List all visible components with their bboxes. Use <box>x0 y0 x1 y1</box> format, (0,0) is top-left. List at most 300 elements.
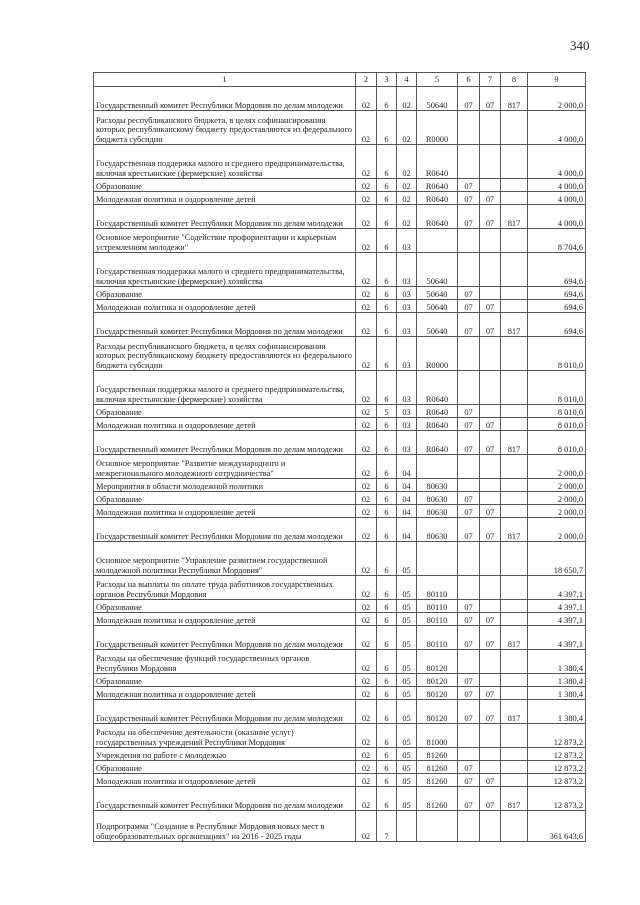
code-section: 07 <box>458 761 480 774</box>
page-number: 340 <box>570 38 590 53</box>
row-description: Образование <box>94 600 356 613</box>
code-direction: 80110 <box>417 626 458 650</box>
row-description: Государственный комитет Республики Мордовия по делам молодежи <box>94 626 356 650</box>
code-program: 02 <box>356 192 377 205</box>
code-program: 02 <box>356 700 377 724</box>
code-subsection <box>480 405 501 418</box>
code-ministry <box>501 145 528 179</box>
code-event: 05 <box>397 674 417 687</box>
code-subsection <box>480 479 501 492</box>
amount-value: 12 873,2 <box>528 761 586 774</box>
code-event: 03 <box>397 253 417 287</box>
amount-value: 361 643,6 <box>528 811 586 842</box>
code-direction: R0640 <box>417 192 458 205</box>
row-description: Расходы республиканского бюджета, в целях софинансирования которых республиканскому бюджету предоставляются из федерального бюджета субсидии <box>94 111 356 145</box>
row-description: Расходы республиканского бюджета, в целях софинансирования которых республиканскому бюджету предоставляются из федерального бюджета субсидии <box>94 337 356 371</box>
code-direction: 81000 <box>417 724 458 748</box>
column-header: 8 <box>501 73 528 87</box>
code-ministry <box>501 300 528 313</box>
code-subsection <box>480 761 501 774</box>
table-row <box>94 455 586 479</box>
table-row <box>94 192 586 205</box>
code-subsection <box>480 674 501 687</box>
code-subprogram: 6 <box>377 111 397 145</box>
row-description: Государственный комитет Республики Мордовия по делам молодежи <box>94 700 356 724</box>
code-section <box>458 371 480 405</box>
code-subprogram: 6 <box>377 600 397 613</box>
code-ministry <box>501 479 528 492</box>
code-direction: R0640 <box>417 371 458 405</box>
table-row <box>94 748 586 761</box>
table-row <box>94 253 586 287</box>
amount-value: 12 873,2 <box>528 774 586 787</box>
code-program: 02 <box>356 337 377 371</box>
amount-value: 4 000,0 <box>528 145 586 179</box>
code-subprogram: 6 <box>377 145 397 179</box>
table-row <box>94 787 586 811</box>
code-subprogram: 6 <box>377 774 397 787</box>
code-section: 07 <box>458 205 480 229</box>
table-row <box>94 600 586 613</box>
code-subsection: 07 <box>480 774 501 787</box>
row-description: Государственный комитет Республики Мордовия по делам молодежи <box>94 431 356 455</box>
amount-value: 4 000,0 <box>528 205 586 229</box>
table-row <box>94 613 586 626</box>
code-subprogram: 6 <box>377 505 397 518</box>
code-subprogram: 6 <box>377 287 397 300</box>
code-ministry <box>501 179 528 192</box>
code-subsection: 07 <box>480 787 501 811</box>
amount-value: 1 380,4 <box>528 674 586 687</box>
code-program: 02 <box>356 431 377 455</box>
code-direction: 50640 <box>417 300 458 313</box>
code-ministry <box>501 748 528 761</box>
amount-value: 2 000,0 <box>528 518 586 542</box>
table-row <box>94 687 586 700</box>
code-section: 07 <box>458 431 480 455</box>
code-ministry <box>501 542 528 576</box>
code-subprogram: 6 <box>377 479 397 492</box>
code-section <box>458 145 480 179</box>
table-row <box>94 542 586 576</box>
code-subprogram: 6 <box>377 492 397 505</box>
code-subprogram: 6 <box>377 613 397 626</box>
code-ministry <box>501 600 528 613</box>
code-subsection: 07 <box>480 613 501 626</box>
code-program: 02 <box>356 626 377 650</box>
row-description: Основное мероприятие "Управление развитием государственной молодежной политики Республики Мордовия" <box>94 542 356 576</box>
table-header-row <box>94 73 586 87</box>
code-event: 05 <box>397 774 417 787</box>
code-subprogram: 6 <box>377 192 397 205</box>
code-section: 07 <box>458 313 480 337</box>
table-row <box>94 700 586 724</box>
code-subprogram: 6 <box>377 787 397 811</box>
code-direction: 81260 <box>417 761 458 774</box>
code-ministry <box>501 192 528 205</box>
table-row <box>94 724 586 748</box>
amount-value: 1 380,4 <box>528 700 586 724</box>
row-description: Расходы на обеспечение деятельности (оказание услуг) государственных учреждений Республики Мордовия <box>94 724 356 748</box>
code-event: 03 <box>397 418 417 431</box>
code-subprogram: 6 <box>377 674 397 687</box>
row-description: Государственная поддержка малого и среднего предпринимательства, включая крестьянские (фермерские) хозяйства <box>94 253 356 287</box>
code-event: 03 <box>397 287 417 300</box>
code-ministry <box>501 774 528 787</box>
code-subprogram: 6 <box>377 576 397 600</box>
amount-value: 2 000,0 <box>528 87 586 111</box>
code-direction: R0640 <box>417 418 458 431</box>
table-row <box>94 650 586 674</box>
code-event: 03 <box>397 300 417 313</box>
code-subsection <box>480 576 501 600</box>
code-event: 03 <box>397 229 417 253</box>
code-subprogram: 6 <box>377 229 397 253</box>
code-subprogram: 6 <box>377 700 397 724</box>
code-subprogram: 6 <box>377 337 397 371</box>
amount-value: 4 397,1 <box>528 600 586 613</box>
code-program: 02 <box>356 505 377 518</box>
amount-value: 694,6 <box>528 287 586 300</box>
code-direction: 80630 <box>417 479 458 492</box>
code-program: 02 <box>356 313 377 337</box>
code-program: 02 <box>356 600 377 613</box>
amount-value: 4 397,1 <box>528 576 586 600</box>
code-ministry: 817 <box>501 87 528 111</box>
code-section: 07 <box>458 179 480 192</box>
code-direction: 80120 <box>417 650 458 674</box>
column-header: 5 <box>417 73 458 87</box>
code-event: 05 <box>397 787 417 811</box>
row-description: Расходы на обеспечение функций государственных органов Республики Мордовия <box>94 650 356 674</box>
code-direction: 80630 <box>417 492 458 505</box>
code-ministry <box>501 287 528 300</box>
code-direction: R0640 <box>417 179 458 192</box>
code-event: 04 <box>397 505 417 518</box>
code-direction: 80110 <box>417 600 458 613</box>
table-row <box>94 87 586 111</box>
table-row <box>94 418 586 431</box>
code-subsection <box>480 724 501 748</box>
code-program: 02 <box>356 748 377 761</box>
row-description: Государственная поддержка малого и среднего предпринимательства, включая крестьянские (фермерские) хозяйства <box>94 371 356 405</box>
code-subprogram: 6 <box>377 455 397 479</box>
table-row <box>94 761 586 774</box>
column-header: 4 <box>397 73 417 87</box>
table-row <box>94 479 586 492</box>
code-program: 02 <box>356 253 377 287</box>
table-row <box>94 300 586 313</box>
column-header: 6 <box>458 73 480 87</box>
row-description: Образование <box>94 492 356 505</box>
code-program: 02 <box>356 87 377 111</box>
code-section: 07 <box>458 505 480 518</box>
code-direction: 80630 <box>417 505 458 518</box>
code-section <box>458 811 480 842</box>
table-row <box>94 229 586 253</box>
code-section <box>458 542 480 576</box>
code-event: 02 <box>397 192 417 205</box>
table-row <box>94 205 586 229</box>
table-row <box>94 405 586 418</box>
code-subprogram: 6 <box>377 418 397 431</box>
code-event: 05 <box>397 761 417 774</box>
code-ministry <box>501 371 528 405</box>
table-row <box>94 774 586 787</box>
code-subsection <box>480 748 501 761</box>
code-ministry: 817 <box>501 626 528 650</box>
column-header: 7 <box>480 73 501 87</box>
code-subsection <box>480 111 501 145</box>
code-ministry <box>501 687 528 700</box>
code-event: 03 <box>397 313 417 337</box>
row-description: Образование <box>94 179 356 192</box>
code-subsection <box>480 371 501 405</box>
code-subprogram: 6 <box>377 687 397 700</box>
amount-value: 8 010,0 <box>528 405 586 418</box>
code-direction: 80630 <box>417 518 458 542</box>
code-subsection: 07 <box>480 518 501 542</box>
code-section: 07 <box>458 300 480 313</box>
code-program: 02 <box>356 761 377 774</box>
code-section: 07 <box>458 687 480 700</box>
amount-value: 2 000,0 <box>528 479 586 492</box>
code-event: 02 <box>397 205 417 229</box>
code-program: 02 <box>356 613 377 626</box>
code-direction: 80120 <box>417 674 458 687</box>
code-subsection <box>480 229 501 253</box>
row-description: Образование <box>94 405 356 418</box>
code-subsection <box>480 455 501 479</box>
code-direction: 80120 <box>417 700 458 724</box>
amount-value: 694,6 <box>528 253 586 287</box>
code-section: 07 <box>458 518 480 542</box>
amount-value: 4 000,0 <box>528 111 586 145</box>
row-description: Основное мероприятие "Развитие международного и межрегионального молодежного сотрудничества" <box>94 455 356 479</box>
row-description: Молодежная политика и оздоровление детей <box>94 687 356 700</box>
code-ministry <box>501 613 528 626</box>
code-program: 02 <box>356 405 377 418</box>
code-ministry: 817 <box>501 205 528 229</box>
code-program: 02 <box>356 371 377 405</box>
amount-value: 2 000,0 <box>528 492 586 505</box>
amount-value: 8 704,6 <box>528 229 586 253</box>
table-row <box>94 111 586 145</box>
code-ministry <box>501 337 528 371</box>
code-program: 02 <box>356 724 377 748</box>
row-description: Молодежная политика и оздоровление детей <box>94 418 356 431</box>
table-row <box>94 505 586 518</box>
code-program: 02 <box>356 542 377 576</box>
code-event: 05 <box>397 626 417 650</box>
code-section: 07 <box>458 287 480 300</box>
code-ministry: 817 <box>501 518 528 542</box>
row-description: Образование <box>94 674 356 687</box>
code-event: 02 <box>397 87 417 111</box>
code-event: 03 <box>397 431 417 455</box>
code-subsection <box>480 253 501 287</box>
amount-value: 4 000,0 <box>528 179 586 192</box>
code-direction: 80110 <box>417 576 458 600</box>
code-direction: 50640 <box>417 313 458 337</box>
code-event: 04 <box>397 479 417 492</box>
code-program: 02 <box>356 418 377 431</box>
code-section: 07 <box>458 418 480 431</box>
code-event: 05 <box>397 687 417 700</box>
amount-value: 8 010,0 <box>528 431 586 455</box>
code-event: 05 <box>397 613 417 626</box>
code-subprogram: 6 <box>377 300 397 313</box>
amount-value: 8 010,0 <box>528 337 586 371</box>
code-subprogram: 6 <box>377 748 397 761</box>
row-description: Молодежная политика и оздоровление детей <box>94 505 356 518</box>
code-ministry <box>501 492 528 505</box>
row-description: Подпрограмма "Создание в Республике Мордовия новых мест в общеобразовательных организациях" на 2016 - 2025 годы <box>94 811 356 842</box>
row-description: Образование <box>94 761 356 774</box>
column-header: 3 <box>377 73 397 87</box>
code-ministry <box>501 650 528 674</box>
amount-value: 2 000,0 <box>528 505 586 518</box>
code-event: 03 <box>397 405 417 418</box>
code-section <box>458 748 480 761</box>
code-ministry: 817 <box>501 431 528 455</box>
amount-value: 694,6 <box>528 300 586 313</box>
code-program: 02 <box>356 229 377 253</box>
amount-value: 12 873,2 <box>528 748 586 761</box>
code-direction <box>417 455 458 479</box>
row-description: Учреждения по работе с молодежью <box>94 748 356 761</box>
amount-value: 4 397,1 <box>528 626 586 650</box>
row-description: Государственная поддержка малого и среднего предпринимательства, включая крестьянские (фермерские) хозяйства <box>94 145 356 179</box>
column-header: 9 <box>528 73 586 87</box>
code-section <box>458 229 480 253</box>
code-ministry <box>501 111 528 145</box>
code-direction: 50640 <box>417 287 458 300</box>
code-direction: R0000 <box>417 337 458 371</box>
row-description: Государственный комитет Республики Мордовия по делам молодежи <box>94 787 356 811</box>
code-section: 07 <box>458 674 480 687</box>
code-subsection <box>480 492 501 505</box>
table-row <box>94 518 586 542</box>
code-subprogram: 7 <box>377 811 397 842</box>
code-subprogram: 6 <box>377 650 397 674</box>
amount-value: 18 650,7 <box>528 542 586 576</box>
code-ministry <box>501 229 528 253</box>
table-row <box>94 145 586 179</box>
code-program: 02 <box>356 479 377 492</box>
code-event: 05 <box>397 542 417 576</box>
code-program: 02 <box>356 455 377 479</box>
code-subsection <box>480 542 501 576</box>
code-ministry: 817 <box>501 787 528 811</box>
code-section: 07 <box>458 87 480 111</box>
code-section <box>458 337 480 371</box>
code-program: 02 <box>356 205 377 229</box>
table-row <box>94 287 586 300</box>
amount-value: 8 010,0 <box>528 418 586 431</box>
code-subsection <box>480 337 501 371</box>
code-ministry <box>501 576 528 600</box>
code-subprogram: 6 <box>377 179 397 192</box>
code-subprogram: 6 <box>377 87 397 111</box>
code-subsection: 07 <box>480 205 501 229</box>
code-subsection <box>480 287 501 300</box>
code-section <box>458 111 480 145</box>
row-description: Молодежная политика и оздоровление детей <box>94 774 356 787</box>
code-event: 02 <box>397 145 417 179</box>
amount-value: 12 873,2 <box>528 724 586 748</box>
code-ministry <box>501 761 528 774</box>
code-section <box>458 576 480 600</box>
code-subprogram: 6 <box>377 253 397 287</box>
code-direction: 50640 <box>417 253 458 287</box>
table-row <box>94 576 586 600</box>
code-section: 07 <box>458 600 480 613</box>
code-direction: R0640 <box>417 405 458 418</box>
code-subprogram: 6 <box>377 313 397 337</box>
code-subprogram: 6 <box>377 518 397 542</box>
row-description: Молодежная политика и оздоровление детей <box>94 300 356 313</box>
code-event: 05 <box>397 600 417 613</box>
amount-value: 2 000,0 <box>528 455 586 479</box>
code-subsection <box>480 650 501 674</box>
code-program: 02 <box>356 179 377 192</box>
code-direction: R0640 <box>417 205 458 229</box>
code-subsection: 07 <box>480 626 501 650</box>
amount-value: 8 010,0 <box>528 371 586 405</box>
code-event: 04 <box>397 455 417 479</box>
code-ministry: 817 <box>501 700 528 724</box>
code-subprogram: 6 <box>377 205 397 229</box>
code-event: 02 <box>397 179 417 192</box>
code-direction: 80110 <box>417 613 458 626</box>
row-description: Государственный комитет Республики Мордовия по делам молодежи <box>94 518 356 542</box>
row-description: Образование <box>94 287 356 300</box>
table-row <box>94 492 586 505</box>
code-program: 02 <box>356 687 377 700</box>
code-direction: R0640 <box>417 431 458 455</box>
table-row <box>94 371 586 405</box>
code-section: 07 <box>458 626 480 650</box>
code-section: 07 <box>458 192 480 205</box>
amount-value: 4 397,1 <box>528 613 586 626</box>
code-subsection: 07 <box>480 687 501 700</box>
code-section <box>458 455 480 479</box>
code-direction: 81260 <box>417 748 458 761</box>
code-event: 05 <box>397 748 417 761</box>
row-description: Мероприятия в области молодежной политики <box>94 479 356 492</box>
code-event: 04 <box>397 518 417 542</box>
code-direction <box>417 229 458 253</box>
row-description: Расходы на выплаты по оплате труда работников государственных органов Республики Мордовия <box>94 576 356 600</box>
code-section <box>458 650 480 674</box>
code-subprogram: 6 <box>377 431 397 455</box>
code-section: 07 <box>458 492 480 505</box>
code-ministry <box>501 811 528 842</box>
code-subsection <box>480 811 501 842</box>
column-header: 2 <box>356 73 377 87</box>
code-subsection: 07 <box>480 418 501 431</box>
code-event: 03 <box>397 337 417 371</box>
code-subprogram: 6 <box>377 542 397 576</box>
code-subsection <box>480 145 501 179</box>
code-section <box>458 253 480 287</box>
code-section: 07 <box>458 613 480 626</box>
code-ministry <box>501 724 528 748</box>
row-description: Молодежная политика и оздоровление детей <box>94 192 356 205</box>
table-row <box>94 674 586 687</box>
code-program: 02 <box>356 300 377 313</box>
